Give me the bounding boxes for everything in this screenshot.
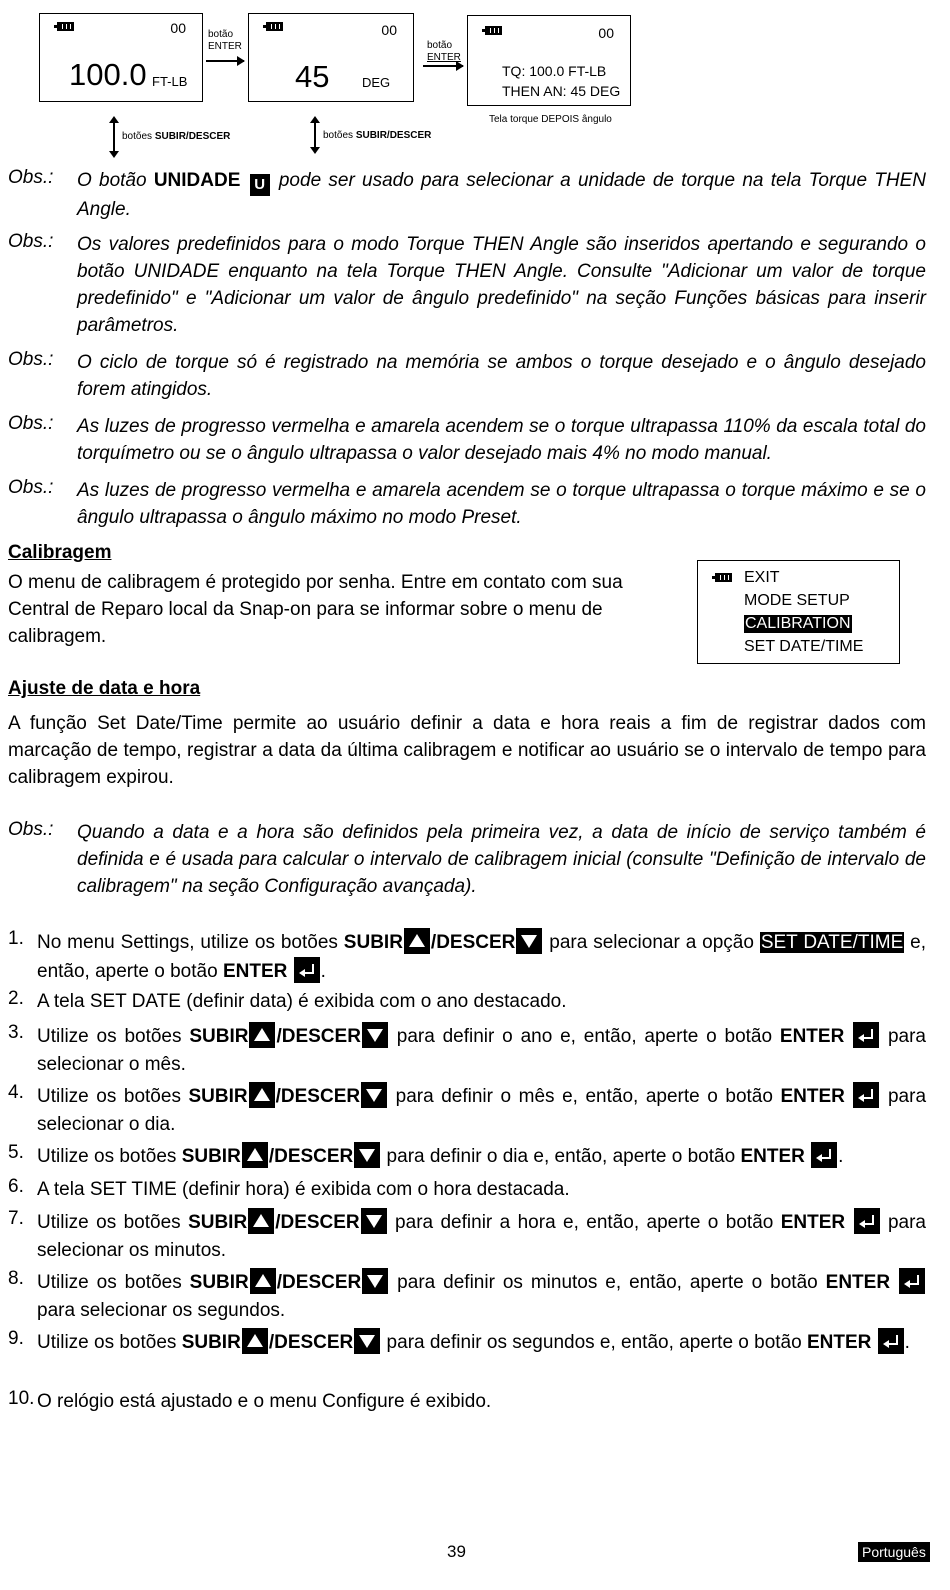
updown-label (323, 130, 431, 141)
enter-icon (853, 1082, 879, 1108)
step-number: 7. (8, 1208, 24, 1229)
enter-icon (854, 1208, 880, 1234)
up-arrow-icon (249, 1022, 275, 1048)
step-text (37, 1142, 926, 1171)
angle-unit: DEG (362, 75, 391, 90)
screen-count: 00 (381, 22, 397, 38)
obs-label: Obs.: (8, 231, 54, 252)
arrow-label-line: botão (208, 29, 234, 40)
torque-unit: FT-LB (152, 74, 188, 89)
enter-button-label: ENTER (779, 1026, 845, 1047)
unit-key-icon: U (250, 174, 270, 196)
step-fragment: para definir o mês e, então, aperte o botão (388, 1086, 781, 1107)
step-fragment: Utilize os botões (37, 1212, 189, 1233)
up-button-label: SUBIR (181, 1146, 241, 1167)
down-button-label: /DESCER (268, 1332, 354, 1353)
torque-screen (39, 13, 203, 102)
step-fragment: . (904, 1332, 910, 1353)
down-button-label: /DESCER (430, 932, 516, 953)
screen-line-torque: TQ: 100.0 FT-LB (502, 63, 607, 79)
enter-button-label: ENTER (780, 1086, 845, 1107)
menu-item-set-date-time: SET DATE/TIME (744, 638, 864, 655)
angle-value: 45 (295, 59, 330, 94)
up-button-label: SUBIR (188, 1086, 248, 1107)
step-text (37, 1268, 926, 1325)
enter-button-label: ENTER (806, 1332, 872, 1353)
up-arrow-icon (242, 1328, 268, 1354)
enter-arrow-label (208, 29, 242, 53)
arrow-label-line: ENTER (208, 41, 242, 52)
battery-icon (485, 26, 502, 35)
down-arrow-icon (362, 1268, 388, 1294)
screen-count: 00 (170, 20, 186, 36)
obs-note: Os valores predefinidos para o modo Torque THEN Angle são inseridos apertando e segurando o botão UNIDADE enquanto na tela Torque THEN Angle. Consulte "Adicionar um valor de torque predefinido" e "Adicionar um valor de ângulo predefinido" na seção Funções básicas para inserir parâmetros. (77, 234, 926, 336)
battery-icon (266, 22, 283, 31)
obs-label: Obs.: (8, 167, 54, 188)
highlighted-option: SET DATE/TIME (760, 932, 904, 953)
unit-button-label: UNIDADE (153, 170, 241, 191)
step-text: O relógio está ajustado e o menu Configure é exibido. (37, 1391, 492, 1412)
step-fragment: para selecionar o mês. (37, 1026, 926, 1075)
arrow-label-line: ENTER (427, 52, 461, 63)
arrow-label-line: botão (427, 40, 453, 51)
step-fragment: . (838, 1146, 844, 1167)
up-button-label: SUBIR (189, 1272, 249, 1293)
step-number: 4. (8, 1082, 24, 1103)
enter-icon (899, 1268, 925, 1294)
up-down-arrow-icon (314, 122, 316, 148)
step-text (37, 1082, 926, 1139)
down-button-label: /DESCER (276, 1272, 362, 1293)
section-heading-calibragem: Calibragem (8, 542, 112, 563)
obs-text: O botão (77, 170, 154, 191)
step-fragment: Utilize os botões (37, 1272, 190, 1293)
step-fragment: No menu Settings, utilize os botões (37, 932, 344, 953)
step-fragment: para selecionar o dia. (37, 1086, 927, 1135)
language-tab: Português (858, 1542, 930, 1562)
enter-button-label: ENTER (740, 1146, 805, 1167)
battery-icon (715, 573, 732, 582)
enter-icon (878, 1328, 904, 1354)
step-text (37, 1208, 926, 1265)
step-fragment: para definir os segundos e, então, aperte o botão (381, 1332, 807, 1353)
step-text (37, 1328, 926, 1357)
enter-icon (853, 1022, 879, 1048)
updown-bold: SUBIR/DESCER (355, 130, 432, 141)
down-arrow-icon (516, 928, 542, 954)
down-button-label: /DESCER (275, 1086, 361, 1107)
obs-label: Obs.: (8, 413, 54, 434)
ajuste-text: A função Set Date/Time permite ao usuário definir a data e hora reais a fim de registrar dados com marcação de tempo, registrar a data da última calibragem e notificar ao usuário se o intervalo de tempo para calibragem expirou. (8, 713, 926, 788)
step-text: A tela SET TIME (definir hora) é exibida com o hora destacada. (37, 1179, 570, 1200)
down-arrow-icon (354, 1142, 380, 1168)
enter-button-label: ENTER (825, 1272, 891, 1293)
updown-prefix: botões (122, 131, 153, 142)
right-arrow-icon (423, 65, 463, 67)
down-button-label: /DESCER (276, 1026, 361, 1047)
step-number: 2. (8, 988, 24, 1009)
down-arrow-icon (361, 1082, 387, 1108)
enter-button-label: ENTER (222, 961, 288, 982)
up-arrow-icon (249, 1082, 275, 1108)
battery-icon (57, 22, 74, 31)
step-text (37, 928, 926, 986)
page-number: 39 (447, 1542, 466, 1561)
step-fragment: para definir o dia e, então, aperte o botão (381, 1146, 741, 1167)
up-down-arrow-icon (113, 122, 115, 152)
step-fragment: . (320, 961, 326, 982)
step-number: 1. (8, 928, 24, 949)
enter-icon (811, 1142, 837, 1168)
step-number: 8. (8, 1268, 24, 1289)
down-button-label: /DESCER (275, 1212, 360, 1233)
screen-count: 00 (598, 25, 614, 41)
up-button-label: SUBIR (343, 932, 403, 953)
enter-icon (294, 957, 320, 983)
step-fragment: para definir o ano e, então, aperte o botão (388, 1026, 780, 1047)
settings-menu-screen (697, 560, 900, 664)
updown-bold: SUBIR/DESCER (154, 131, 231, 142)
step-fragment: para selecionar a opção (543, 932, 760, 953)
up-button-label: SUBIR (181, 1332, 241, 1353)
step-text (37, 1022, 926, 1079)
obs-note: As luzes de progresso vermelha e amarela acendem se o torque ultrapassa o torque máximo e se o ângulo ultrapassa o ângulo máximo no modo Preset. (77, 480, 926, 528)
step-fragment: e, então, aperte o botão (37, 932, 927, 982)
up-button-label: SUBIR (188, 1212, 248, 1233)
menu-item-mode-setup: MODE SETUP (744, 592, 850, 609)
step-number: 3. (8, 1022, 24, 1043)
step-fragment: Utilize os botões (37, 1332, 182, 1353)
step-fragment: para definir a hora e, então, aperte o botão (387, 1212, 781, 1233)
obs-note: O ciclo de torque só é registrado na memória se ambos o torque desejado e o ângulo desejado forem atingidos. (77, 352, 926, 400)
up-arrow-icon (242, 1142, 268, 1168)
updown-prefix: botões (323, 130, 354, 141)
obs-label: Obs.: (8, 349, 54, 370)
down-arrow-icon (362, 1022, 388, 1048)
menu-item-exit: EXIT (744, 569, 780, 586)
enter-button-label: ENTER (780, 1212, 846, 1233)
step-fragment: Utilize os botões (37, 1146, 182, 1167)
obs-label: Obs.: (8, 477, 54, 498)
torque-value: 100.0 (69, 57, 147, 92)
obs-note (77, 167, 926, 223)
torque-then-angle-screen (467, 15, 631, 106)
menu-item-calibration: CALIBRATION (745, 615, 851, 632)
calibragem-text: O menu de calibragem é protegido por senha. Entre em contato com sua Central de Reparo local da Snap-on para se informar sobre o menu de calibragem. (8, 572, 623, 647)
up-arrow-icon (248, 1208, 274, 1234)
obs-note: As luzes de progresso vermelha e amarela acendem se o torque ultrapassa 110% da escala total do torquímetro ou se o ângulo ultrapassa o valor desejado mais 4% no modo manual. (77, 416, 926, 464)
section-heading-ajuste: Ajuste de data e hora (8, 678, 201, 699)
right-arrow-icon (206, 60, 244, 62)
screen-caption: Tela torque DEPOIS ângulo (489, 114, 612, 125)
step-fragment: Utilize os botões (37, 1086, 189, 1107)
angle-screen (248, 13, 414, 102)
screen-line-angle: THEN AN: 45 DEG (502, 83, 621, 99)
down-arrow-icon (354, 1328, 380, 1354)
obs-label: Obs.: (8, 819, 54, 840)
step-text: A tela SET DATE (definir data) é exibida com o ano destacado. (37, 991, 567, 1012)
down-arrow-icon (361, 1208, 387, 1234)
step-fragment: para definir os minutos e, então, aperte o botão (389, 1272, 826, 1293)
updown-label (122, 131, 230, 142)
step-number: 9. (8, 1328, 24, 1349)
up-arrow-icon (250, 1268, 276, 1294)
up-arrow-icon (404, 928, 430, 954)
step-number: 10. (8, 1388, 35, 1409)
step-number: 6. (8, 1176, 24, 1197)
up-button-label: SUBIR (189, 1026, 249, 1047)
step-number: 5. (8, 1142, 24, 1163)
obs-note: Quando a data e a hora são definidos pela primeira vez, a data de início de serviço também é definida e é usada para calcular o intervalo de calibragem inicial (consulte "Definição de intervalo de calibragem" na seção Configuração avançada). (77, 822, 926, 897)
step-fragment: para selecionar os segundos. (37, 1300, 286, 1321)
obs-text: pode ser usado para selecionar a unidade de torque na tela Torque THEN Angle. (77, 170, 926, 220)
step-fragment: para selecionar os minutos. (37, 1212, 926, 1261)
down-button-label: /DESCER (268, 1146, 354, 1167)
step-fragment: Utilize os botões (37, 1026, 190, 1047)
